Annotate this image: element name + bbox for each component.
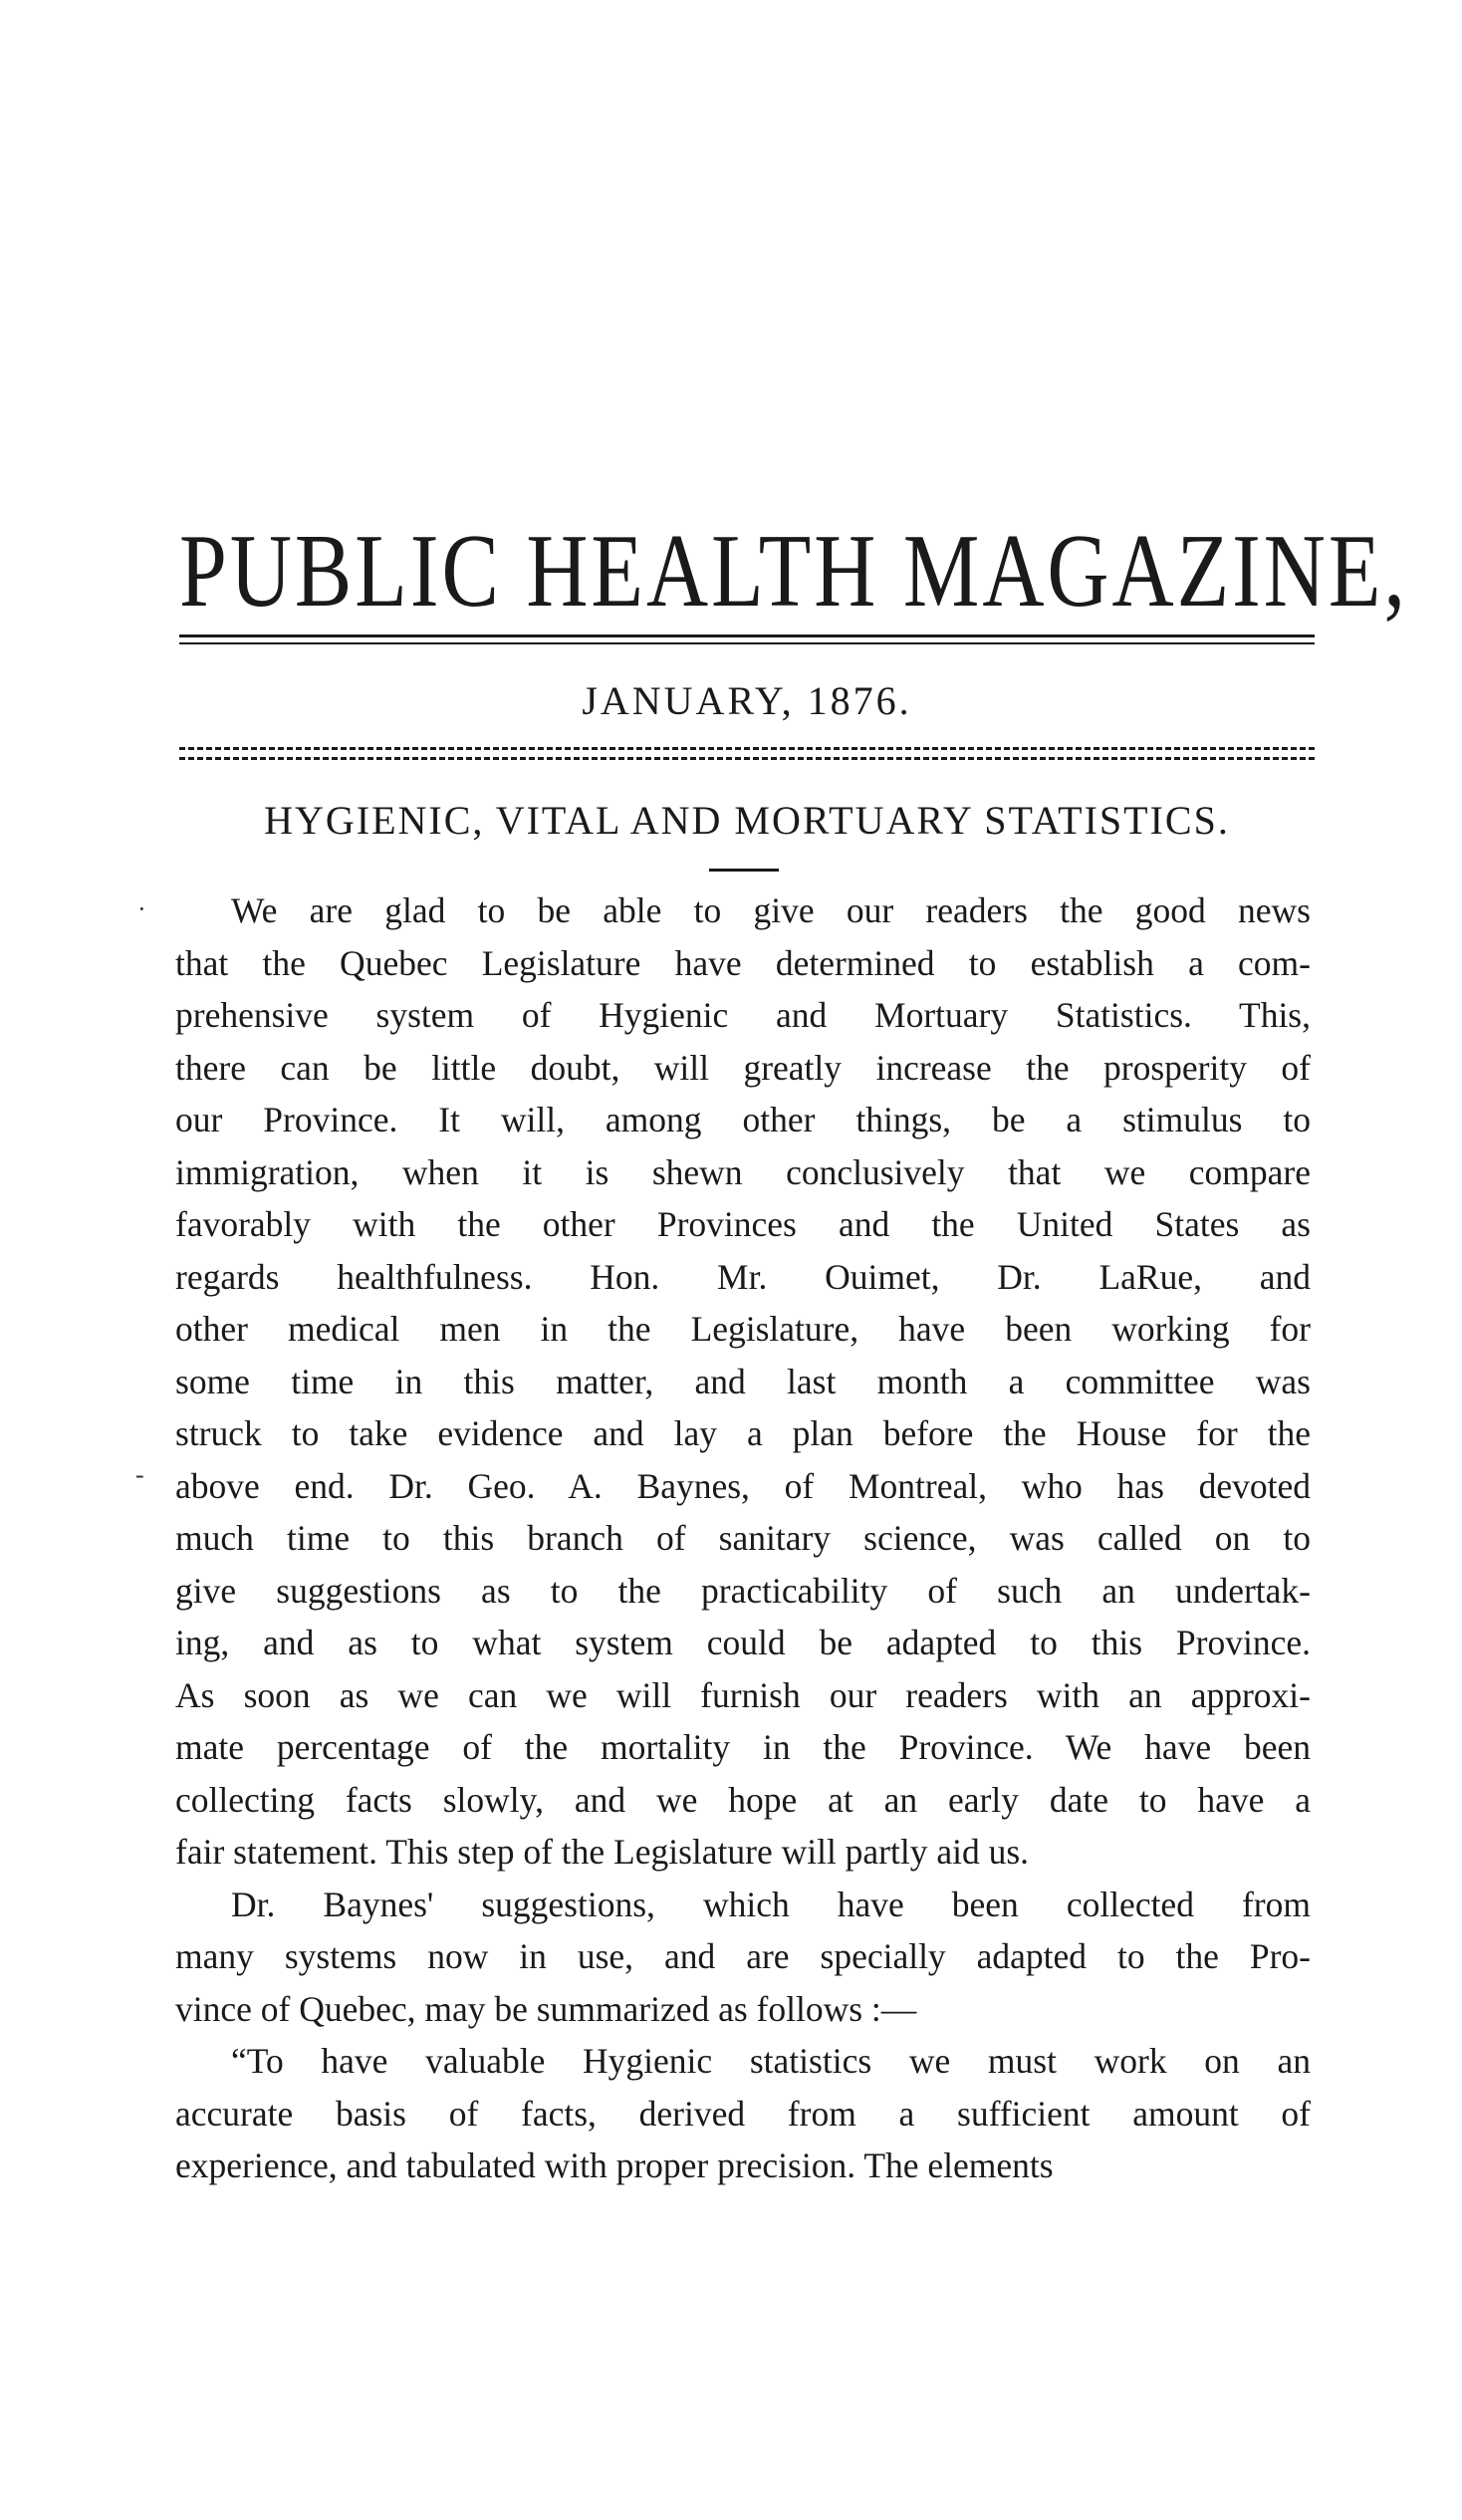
article-paragraph: [175, 1879, 1311, 2036]
text-line: regards healthfulness. Hon. Mr. Ouimet, Dr. LaRue, and: [175, 1256, 1311, 1297]
margin-mark: ·: [137, 894, 146, 923]
title-divider: [709, 869, 779, 872]
article-body: [175, 884, 1311, 2192]
text-line: there can be little doubt, will greatly increase the prosperity of: [175, 1047, 1311, 1088]
text-line: some time in this matter, and last month a committee was: [175, 1361, 1311, 1401]
text-line: As soon as we can we will furnish our readers with an approxi-: [175, 1674, 1311, 1715]
text-line: give suggestions as to the practicability of such an undertak-: [175, 1570, 1311, 1611]
margin-mark: -: [135, 1460, 144, 1489]
text-line: vince of Quebec, may be summarized as follows :—: [175, 1988, 917, 2029]
text-line: much time to this branch of sanitary science, was called on to: [175, 1518, 1311, 1558]
text-line: other medical men in the Legislature, have been working for: [175, 1309, 1311, 1349]
article-title: HYGIENIC, VITAL AND MORTUARY STATISTICS.: [264, 798, 1230, 843]
dateline-rule-top: [179, 747, 1315, 750]
text-line: prehensive system of Hygienic and Mortuary Statistics. This,: [175, 995, 1311, 1035]
text-line: our Province. It will, among other things, be a stimulus to: [175, 1100, 1311, 1139]
text-line: accurate basis of facts, derived from a sufficient amount of: [175, 2093, 1311, 2134]
masthead-rule-top: [179, 634, 1315, 637]
text-line: collecting facts slowly, and we hope at an early date to have a: [175, 1779, 1311, 1820]
text-line: many systems now in use, and are specially adapted to the Pro-: [175, 1936, 1311, 1976]
text-line: fair statement. This step of the Legislature will partly aid us.: [175, 1832, 1030, 1872]
text-line: ing, and as to what system could be adapted to this Province.: [175, 1623, 1311, 1662]
issue-date: JANUARY, 1876.: [582, 678, 912, 723]
text-line: mate percentage of the mortality in the Province. We have been: [175, 1727, 1311, 1767]
dateline-rule-bottom: [179, 757, 1315, 760]
masthead-rule-bottom: [179, 642, 1315, 644]
text-line: immigration, when it is shewn conclusively that we compare: [175, 1151, 1311, 1192]
article-paragraph: [175, 2035, 1311, 2192]
text-line: favorably with the other Provinces and the United States as: [175, 1204, 1311, 1244]
text-line: Dr. Baynes' suggestions, which have been collected from: [231, 1884, 1311, 1924]
text-line: experience, and tabulated with proper precision. The elements: [175, 2145, 1054, 2185]
text-line: above end. Dr. Geo. A. Baynes, of Montreal, who has devoted: [175, 1465, 1311, 1506]
text-line: “To have valuable Hygienic statistics we must work on an: [231, 2041, 1311, 2081]
text-line: that the Quebec Legislature have determined to establish a com-: [175, 942, 1311, 983]
text-line: struck to take evidence and lay a plan before the House for the: [175, 1413, 1311, 1453]
text-line: We are glad to be able to give our readers the good news: [231, 890, 1311, 930]
masthead-title: PUBLIC HEALTH MAGAZINE,: [179, 511, 1408, 630]
article-paragraph: [175, 884, 1311, 1879]
